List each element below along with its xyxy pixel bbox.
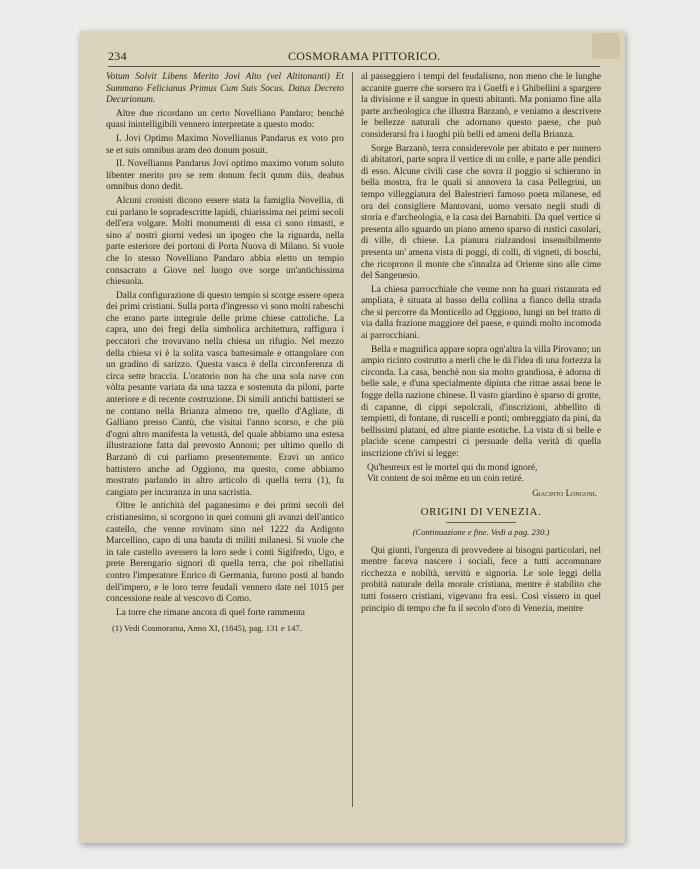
section-title: ORIGINI DI VENEZIA. (420, 506, 542, 519)
paragraph: Oltre le antichità del paganesimo e dei primi secoli del cristianesimo, si scorgono in quei comuni gli avanzi dell'antico castello, che venne rovinato sino nel 1222 da Ardigoto Marcellino, capo di una banda di militi milanesi. Si vuole che in tale castello avessero la loro sede i conti Sigifredo, Ugo, e prete Berengario signori di quella terra, che poi ribellatisi contro l'imperatore Enrico di Germania, furono posti al bando dell'impero, e le loro terre feudali vennero date nel 1015 per concessione reale al vescovo di Como. (106, 501, 344, 605)
paragraph: al passeggiero i tempi del feudalismo, non meno che le lunghe accanite guerre che sorsero tra i Guelfi e i Ghibellini a spargere la divisione e il sangue in questi abitanti. Ma poniamo fine alla parte archeologica che illustra Barzanò, e veniamo a descrivere le bellezze naturali che adornano questo paese, che può considerarsi fra i luoghi più belli ed ameni della Brianza. (361, 72, 601, 140)
footnote: (1) Vedi Cosmorama, Anno XI, (1845), pag. 131 e 147. (112, 623, 302, 634)
paragraph: Sorge Barzanò, terra considerevole per abitato e per numero di abitatori, parte sopra il vertice di un colle, e parte alle pendici di esso. Alcune civili case che sovra il poggio si schierano in bella mostra, fra le quali si annovera la casa Pellegrini, un tempo villeggiatura del Balestrieri famoso poeta milanese, ed ora del consigliere Mantovani, uomo versato negli studi di storia e d'archeologia, e la casa dei Barnabiti. Da quel vertice si presenta allo sguardo un piano ameno sparso di rustici casolari, di ville, di chiese. La pianura rialzandosi insensibilmente presenta un' amena vista di poggi, di colli, di vigneti, di boschi, che ricoprono il monte che s'innalza ad Oriente sino alle cime del Sangenesio. (361, 143, 602, 282)
paragraph: II. Novellianus Pandarus Jovi optimo maximo votum soluto libenter merito pro se rem donum fecit quum diis, deabus omnibus dono dedit. (106, 159, 344, 193)
french-verse (367, 463, 601, 486)
running-title: COSMORAMA PITTORICO. (288, 49, 441, 63)
header-rule (108, 66, 600, 67)
verse-line: Vit content de soi même en un coin retiré. (367, 474, 524, 485)
left-column (106, 72, 344, 637)
paragraph: Dalla configurazione di questo tempio si scorge essere opera dei primi cristiani. Sulla porta d'ingresso vi sono molti rabeschi che erano parte integrale delle prime chiese cattoliche. La capra, uno dei fregi della simbolica architettura, raffigura i peccatori che trovavano nella chiesa un rifugio. Nel mezzo della chiesa vi è la solita vasca battesimale e ottangolare con un gradino di sarizzo. Questa vasca è della circonferenza di circa sette braccia. L'oratorio non ha che una sola nave con vòlta pesante variata da una tazza e sostenuta da piloni, parte anteriore e di recente costruzione. Di simili antichi battisteri se ne contano nella Brianza almeno tre, quello d'Agliate, di Galliano presso Cantù, che visitai l'anno scorso, e che più d'ogni altro manifesta la vetustà, del quale abbiamo una estesa illustrazione fatta dal prevosto Annoni; per ultimo quello di Barzanò di cui parliamo presentemente. Eravi un antico battistero anche ad Oggiono, ma questo, come abbiamo mostrato parlando in altro articolo di quella terra (1), fu cangiato per incuranza in una sacristia. (106, 290, 344, 498)
latin-inscription: Votum Solvit Libens Merito Jovi Alto (vel Altitonanti) Et Summano Felicianus Primus Cum Suis Socus. Datus Decreto Decurionum. (106, 72, 344, 106)
column-divider (352, 72, 353, 807)
verse-line: Qu'heureux est le mortel qui du mond ignoré, (367, 462, 538, 473)
printed-page (80, 31, 625, 843)
paragraph: La chiesa parrocchiale che venne non ha guari ristaurata ed ampliata, è situata al basso della collina a fianco della strada che si percorre da Monticello ad Oggiono, lungi un bel tratto di via dalla frazione maggiore del paese, e quindi molto incomoda ai parrocchiani. (361, 284, 601, 342)
section-rule (446, 522, 516, 523)
section-subtitle: (Continuazione e fine. Vedi a pag. 230.) (412, 526, 550, 537)
page-number: 234 (108, 49, 127, 63)
paragraph: Bella e magnifica appare sopra ogn'altra la villa Pirovano; un ampio ricinto costrutto a merli che le dà l'idea di una fortezza la circonda. La casa, benchè non sia molto grandiosa, è adorna di belle sale, e d'una specialmente dipinta che ritrae assai bene le fogge della nazione chinese. Il vasto giardino è sparso di grotte, di capanne, di cippi sepolcrali, d'inscrizioni, abbellito di tempietti, di fontane, di ruscelli e ponti; ombreggiato da pini, da bellissimi platani, ed altre piante esotiche. La vista di sì belle e placide scene campestri ci persuade della verità di quella inscrizione ch'ivi si legge: (361, 344, 601, 459)
page-header (108, 49, 600, 67)
author-signature: Giacinto Longoni. (532, 487, 597, 498)
paragraph: I. Jovi Optimo Maximo Novellianus Pandarus ex voto pro se et suis omnibus aram deo donum posuit. (106, 133, 344, 156)
paragraph: Altre due ricordano un certo Novelliano Pandaro; benchè quasi inintelligibili vennero interpretate a questo modo: (106, 108, 344, 131)
paragraph: Alcuni cronisti dicono essere stata la famiglia Novellia, di cui parlano le sopradescritte lapidi, chiarissima nei primi secoli dell'era volgare. Molti monumenti di essa ci sono rimasti, e sino a' nostri giorni vedesi un ipogeo che la riguarda, nella parte esteriore dei portoni di Porta Nuova di Milano. Si vuole che lo stesso Novelliano Pandaro abbia eletto un tempio consacrato a Giove nel luogo ove sorge un'antichissima chiesuola. (106, 195, 344, 288)
paragraph: La torre che rimane ancora di quel forte rammenta (116, 607, 305, 618)
paragraph: Qui giunti, l'urgenza di provvedere ai bisogni particolari, nel mentre faceva nascere i sociali, fece a tutti accomunare ricchezza e nobiltà, servitù e signoria. Le sole leggi della probità naturale della morale cristiana, mentre è stabilito che tutti fossero cristiani, vigevano fra essi. Così vissero in quel principio di tempo che fu il secolo d'oro di Venezia, mentre (361, 545, 601, 614)
right-column (361, 72, 601, 617)
